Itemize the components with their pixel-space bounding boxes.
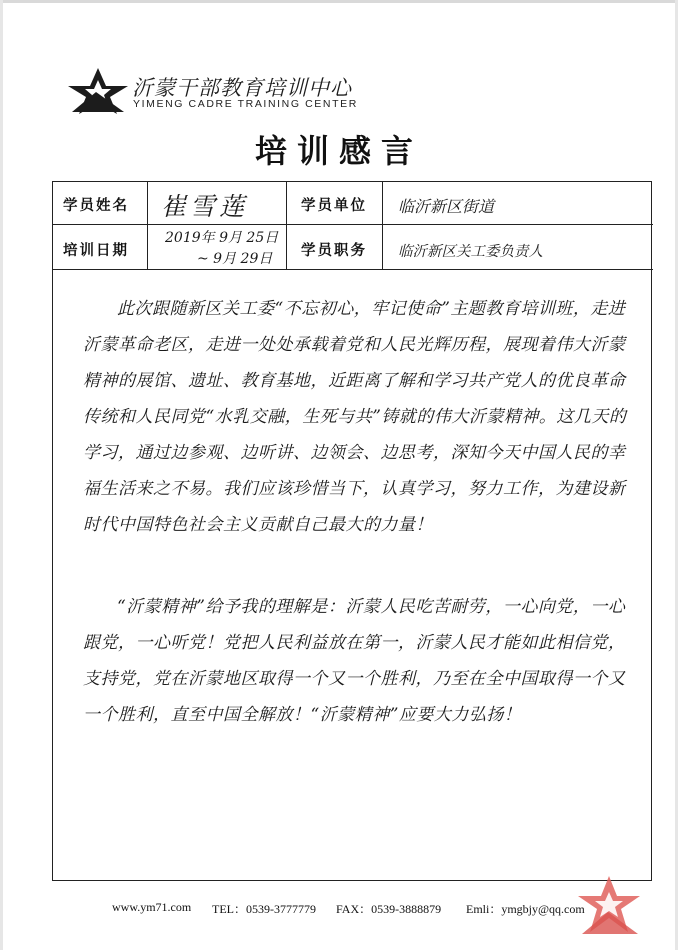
star-stamp-icon — [574, 872, 644, 938]
student-position-label: 学员职务 — [301, 243, 367, 259]
footer-website: www.ym71.com — [112, 900, 192, 914]
column-divider — [147, 182, 148, 269]
footer-email: Emli：ymgbjy@qq.com — [466, 902, 585, 916]
training-date-start: 2019年 9月 25日 — [165, 230, 279, 246]
student-name-value: 崔雪莲 — [161, 192, 249, 221]
column-divider — [286, 182, 287, 269]
student-unit-label: 学员单位 — [301, 198, 367, 214]
training-date-label: 培训日期 — [63, 243, 129, 259]
page-title: 培训感言 — [254, 132, 423, 170]
footer-fax: FAX：0539-3888879 — [336, 902, 442, 916]
student-unit-value: 临沂新区街道 — [398, 197, 495, 216]
page-edge — [0, 0, 678, 3]
row-divider — [53, 269, 653, 270]
feedback-form — [52, 181, 652, 881]
essay-paragraph-2: “沂蒙精神”给予我的理解是：沂蒙人民吃苦耐劳，一心向党，一心跟党，一心听党！党把人民利益放在第一，沂蒙人民才能如此相信党，支持党，党在沂蒙地区取得一个又一个胜利，乃至在全中国取得一个又一个胜利，直至中国全解放！“沂蒙精神”应要大力弘扬！ — [83, 597, 626, 725]
essay-paragraph-1: 此次跟随新区关工委“不忘初心，牢记使命”主题教育培训班，走进沂蒙革命老区，走进一处处承载着党和人民光辉历程，展现着伟大沂蒙精神的展馆、遗址、教育基地，近距离了解和学习共产党人的优良革命传统和人民同党“水乳交融，生死与共”铸就的伟大沂蒙精神。这几天的学习，通过边参观、边听讲、边领会、边思考，深知今天中国人民的幸福生活来之不易。我们应该珍惜当下，认真学习，努力工作，为建设新时代中国特色社会主义贡献自己最大的力量！ — [83, 299, 627, 535]
footer-tel: TEL：0539-3777779 — [212, 902, 316, 916]
training-date-end: ~ 9月 29日 — [197, 251, 273, 267]
row-divider — [53, 224, 653, 225]
student-position-value: 临沂新区关工委负责人 — [398, 244, 543, 260]
student-name-label: 学员姓名 — [63, 198, 129, 214]
star-logo-icon — [66, 66, 130, 116]
org-name-en: YIMENG CADRE TRAINING CENTER — [133, 98, 358, 110]
org-name-cn: 沂蒙干部教育培训中心 — [132, 76, 352, 100]
column-divider — [382, 182, 383, 269]
